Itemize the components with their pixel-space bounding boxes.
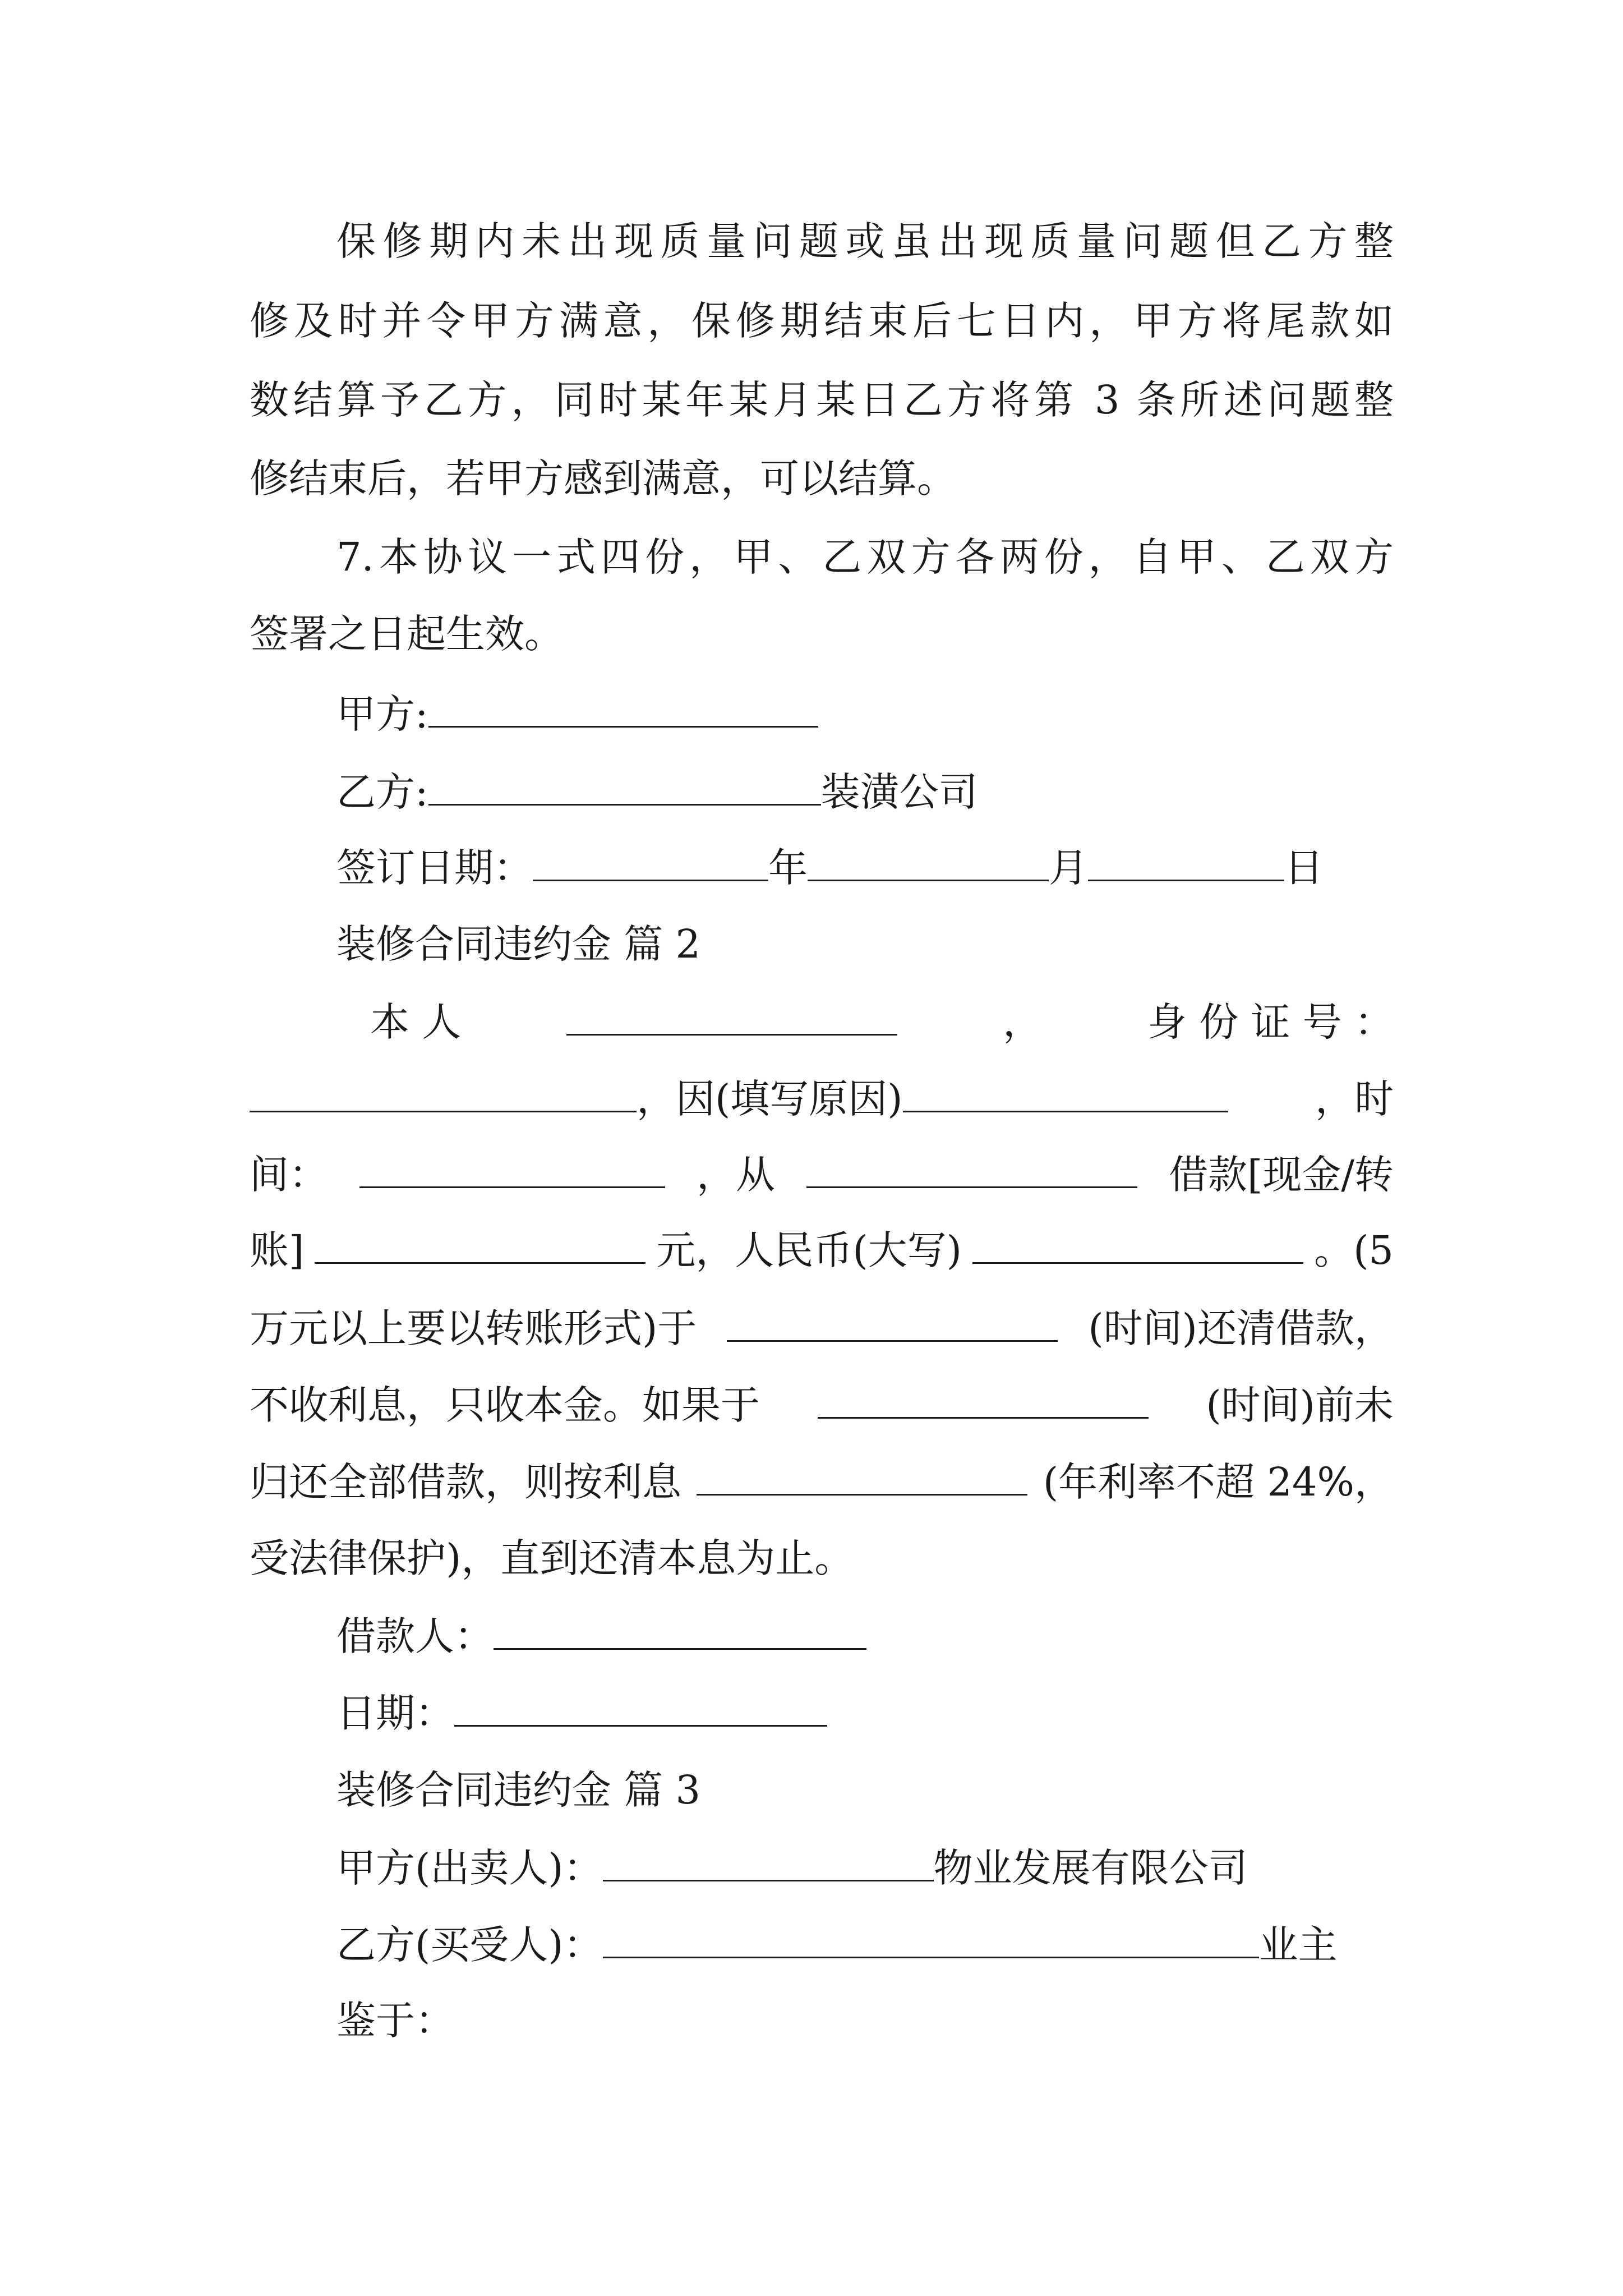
party-a-label: 甲方: <box>336 691 428 737</box>
party-a-signature <box>336 688 1394 738</box>
loan-text: 。(5 <box>1314 1227 1394 1273</box>
loan-text: ， <box>1003 999 1043 1045</box>
name-blank <box>566 996 897 1036</box>
buyer-row <box>336 1918 1394 1969</box>
year-blank <box>533 841 768 881</box>
loan-line-5 <box>250 1302 1394 1352</box>
loan-text: ，时 <box>1315 1076 1394 1122</box>
loan-text: 万元以上要以转账形式)于 <box>250 1305 697 1351</box>
sign-date-row <box>336 841 1394 892</box>
paragraph-line: 修结束后，若甲方感到满意，可以结算。 <box>250 455 956 501</box>
loan-text: 元，人民币(大写) <box>656 1227 962 1273</box>
seller-label: 甲方(出卖人)： <box>336 1845 603 1891</box>
borrower-signature <box>336 1610 1394 1660</box>
sign-date-label: 签订日期： <box>336 845 533 891</box>
clause-7-line: 签署之日起生效。 <box>250 611 564 657</box>
loan-line-7 <box>250 1456 1394 1506</box>
loan-line-8: 受法律保护)，直到还清本息为止。 <box>250 1535 854 1581</box>
party-b-blank <box>428 766 821 806</box>
repay-time-blank <box>727 1302 1058 1342</box>
reason-blank <box>903 1073 1228 1112</box>
loan-text: 账] <box>250 1227 305 1273</box>
amount-blank <box>315 1224 645 1264</box>
loan-line-2 <box>250 1073 1394 1123</box>
year-label: 年 <box>768 845 808 891</box>
day-label: 日 <box>1284 845 1324 891</box>
month-label: 月 <box>1049 845 1088 891</box>
day-blank <box>1088 841 1284 881</box>
loan-text: 借款[现金/转 <box>1169 1152 1394 1198</box>
loan-text: (时间)还清借款， <box>1088 1305 1394 1351</box>
seller-row <box>336 1842 1394 1892</box>
paragraph-line: 修及时并令甲方满意，保修期结束后七日内，甲方将尾款如 <box>250 298 1394 344</box>
loan-date-blank <box>454 1687 827 1727</box>
loan-line-3 <box>250 1148 1394 1199</box>
borrower-label: 借款人： <box>336 1613 494 1659</box>
buyer-blank <box>603 1918 1259 1958</box>
clause-7-line: 7.本协议一式四份，甲、乙双方各两份，自甲、乙双方 <box>336 534 1394 580</box>
paragraph-line: 数结算予乙方，同时某年某月某日乙方将第 3 条所述问题整 <box>250 377 1394 423</box>
lender-blank <box>806 1148 1137 1188</box>
loan-text: ，因(填写原因) <box>637 1076 903 1122</box>
loan-text: ，从 <box>697 1152 776 1198</box>
loan-text: 身 份 证 号 ： <box>1147 999 1394 1045</box>
loan-line-4 <box>250 1224 1394 1274</box>
party-a-blank <box>428 688 818 728</box>
party-b-label: 乙方: <box>336 769 428 815</box>
buyer-suffix: 业主 <box>1258 1922 1338 1968</box>
whereas-label: 鉴于： <box>336 1998 454 2044</box>
id-number-blank <box>250 1073 637 1112</box>
month-blank <box>808 841 1049 881</box>
interest-blank <box>697 1456 1027 1496</box>
section-title: 装修合同违约金 篇 2 <box>336 921 701 967</box>
loan-date-row <box>336 1687 1394 1737</box>
loan-line-6 <box>250 1379 1394 1429</box>
loan-date-label: 日期： <box>336 1690 454 1736</box>
time-blank <box>359 1148 665 1188</box>
loan-text: 不收利息，只收本金。如果于 <box>250 1382 760 1428</box>
borrower-blank <box>494 1610 866 1650</box>
loan-text: 归还全部借款，则按利息 <box>250 1459 681 1505</box>
buyer-label: 乙方(买受人)： <box>336 1922 603 1968</box>
loan-text: 间： <box>250 1152 328 1198</box>
deadline-blank <box>818 1379 1149 1419</box>
amount-words-blank <box>972 1224 1303 1264</box>
paragraph-line: 保修期内未出现质量问题或虽出现质量问题但乙方整 <box>336 218 1394 264</box>
loan-text: 本 人 <box>370 999 462 1045</box>
seller-suffix: 物业发展有限公司 <box>933 1845 1248 1891</box>
seller-blank <box>603 1842 934 1881</box>
loan-text: (时间)前未 <box>1206 1382 1394 1428</box>
party-b-suffix: 装潢公司 <box>820 769 978 815</box>
loan-text: (年利率不超 24%， <box>1043 1459 1394 1505</box>
section-title: 装修合同违约金 篇 3 <box>336 1767 701 1813</box>
loan-line-1 <box>336 996 1394 1046</box>
party-b-signature <box>336 766 1394 816</box>
